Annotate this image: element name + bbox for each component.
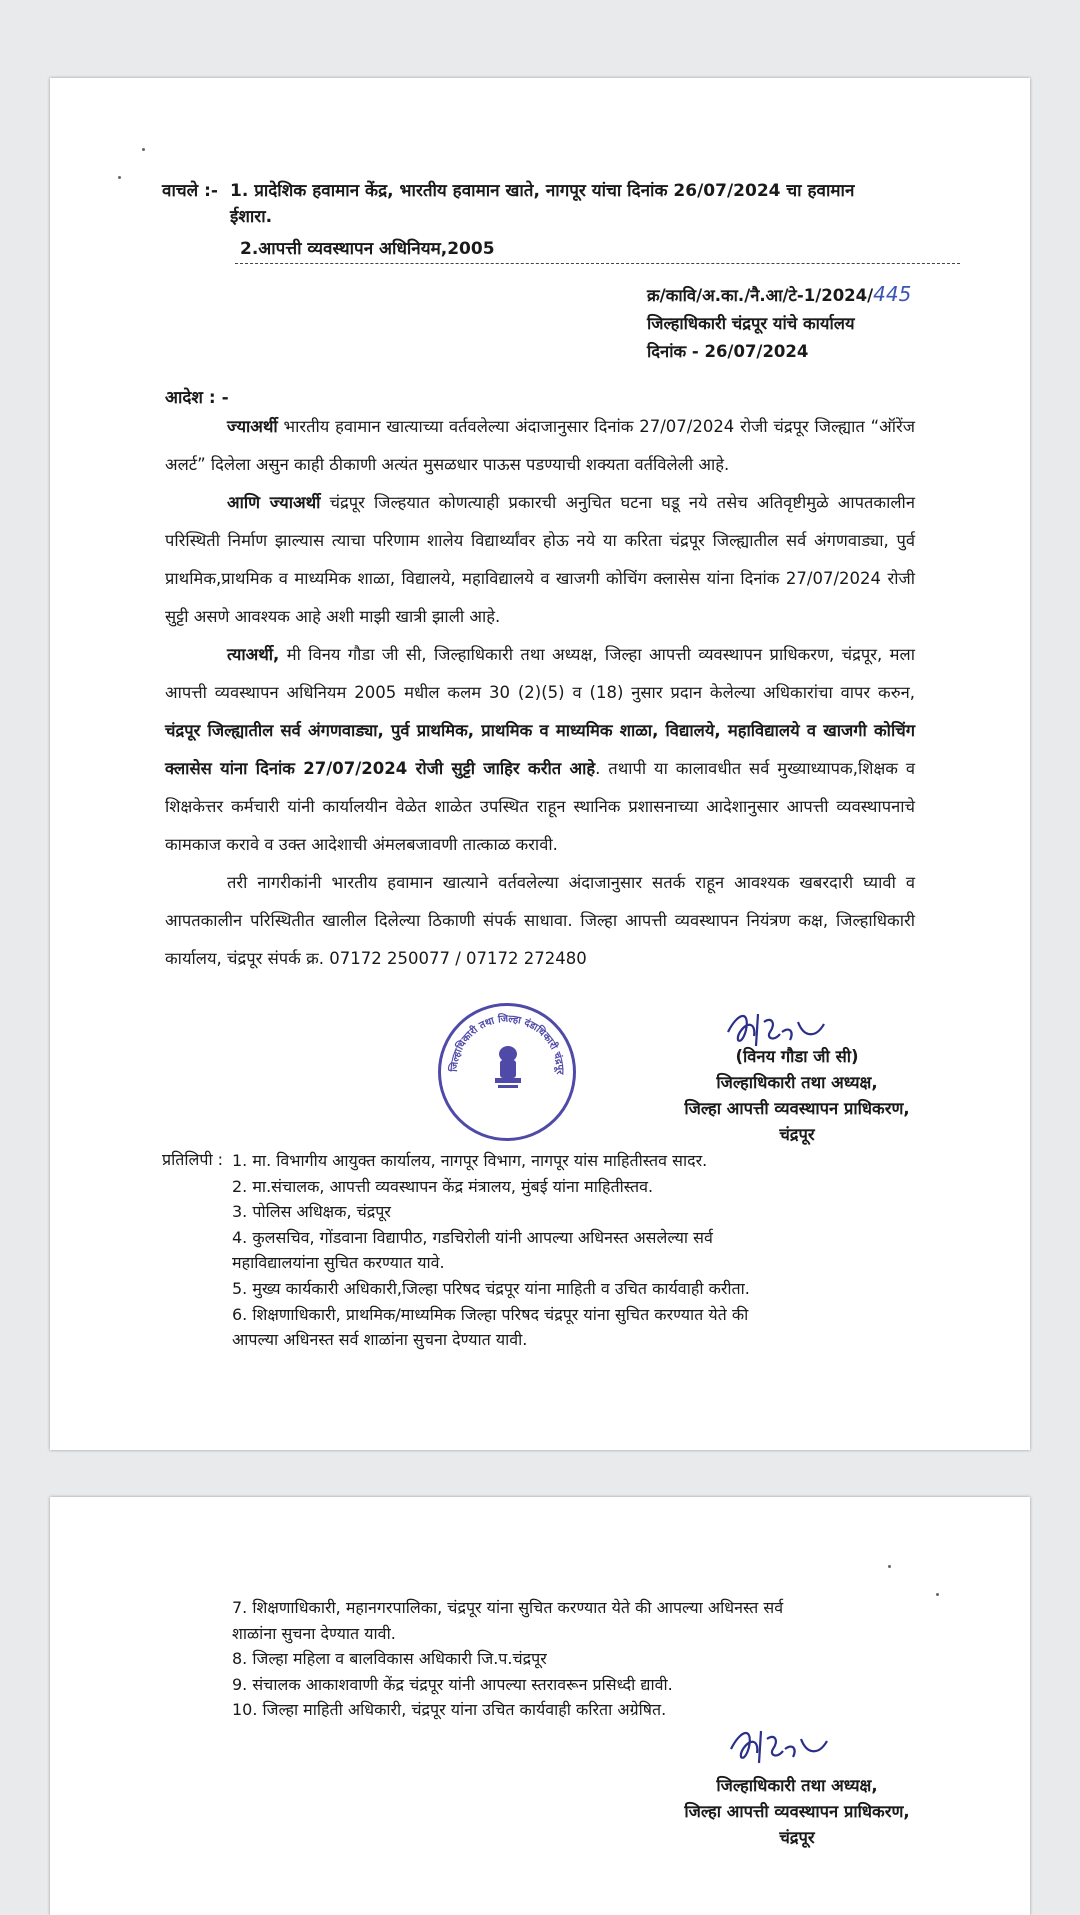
signature-icon (723, 1719, 843, 1774)
scan-speck (936, 1593, 939, 1596)
para2-lead: आणि ज्याअर्थी (227, 493, 321, 512)
signatory-title-1: जिल्हाधिकारी तथा अध्यक्ष, (716, 1073, 878, 1092)
paragraph-1 (165, 408, 915, 484)
paragraph-4 (165, 864, 915, 978)
signatory-title-1: जिल्हाधिकारी तथा अध्यक्ष, (716, 1776, 878, 1795)
national-emblem-icon (491, 1044, 525, 1094)
copy-to-item: 1. मा. विभागीय आयुक्त कार्यालय, नागपूर विभाग, नागपूर यांस माहितीस्तव सादर. (232, 1151, 708, 1170)
copy-to-item: 2. मा.संचालक, आपत्ती व्यवस्थापन केंद्र मंत्रालय, मुंबई यांना माहितीस्तव. (232, 1176, 654, 1196)
copy-to-item: 3. पोलिस अधिक्षक, चंद्रपूर (232, 1202, 391, 1222)
signatory-place: चंद्रपूर (779, 1125, 815, 1144)
para4-text: तरी नागरीकांनी भारतीय हवामान खात्याने वर्तवलेल्या अंदाजानुसार सतर्क राहून आवश्यक खबरदारी घ्यावी व आपतकालीन परिस्थितीत खालील दिलेल्या ठिकाणी संपर्क साधावा. जिल्हा आपत्ती व्यवस्थापन नियंत्रण कक्ष, जिल्हाधिकारी कार्यालय, चंद्रपूर संपर्क क्र. 07172 250077 / 07172 272480 (165, 873, 915, 968)
reference-item: 1. प्रादेशिक हवामान केंद्र, भारतीय हवामान खाते, नागपूर यांचा दिनांक 26/07/2024 चा हवामान ईशारा. (230, 181, 855, 227)
para3-lead: त्याअर्थी, (227, 645, 280, 664)
document-page-1 (50, 78, 1030, 1450)
copy-to-item: 10. जिल्हा माहिती अधिकारी, चंद्रपूर यांना उचित कार्यवाही करिता अग्रेषित. (232, 1700, 667, 1720)
paragraph-3 (165, 636, 915, 864)
copy-to-item: 8. जिल्हा महिला व बालविकास अधिकारी जि.प.चंद्रपूर (232, 1649, 547, 1669)
references-list (230, 178, 890, 262)
scan-speck (142, 148, 145, 151)
signature-block (652, 1773, 942, 1851)
signatory-place: चंद्रपूर (779, 1828, 815, 1847)
scan-speck (118, 176, 121, 179)
para2-text: चंद्रपूर जिल्हयात कोणत्याही प्रकारची अनुचित घटना घडू नये तसेच अतिवृष्टीमुळे आपतकालीन परिस्थिती निर्माण झाल्यास त्याचा परिणाम शालेय विद्यार्थ्यांवर होऊ नये या करिता चंद्रपूर जिल्ह्यातील सर्व अंगणवाड्या, पुर्व प्राथमिक,प्राथमिक व माध्यमिक शाळा, विद्यालये, महाविद्यालये व खाजगी कोचिंग क्लासेस यांना दिनांक 27/07/2024 रोजी सुट्टी असणे आवश्यक आहे अशी माझी खात्री झाली आहे. (165, 493, 915, 626)
office-block (647, 280, 911, 366)
document-page-2 (50, 1497, 1030, 1915)
para3-text: मी विनय गौडा जी सी, जिल्हाधिकारी तथा अध्यक्ष, जिल्हा आपत्ती व्यवस्थापन प्राधिकरण, चंद्रपूर, मला आपत्ती व्यवस्थापन अधिनियम 2005 मधील कलम 30 (2)(5) व (18) नुसार प्रदान केलेल्या अधिकारांचा वापर करुन, (165, 645, 915, 702)
signatory-name: (विनय गौडा जी सी) (735, 1047, 859, 1066)
copy-to-label: प्रतिलिपी : (162, 1150, 224, 1169)
para3-bold: चंद्रपूर जिल्ह्यातील सर्व अंगणवाड्या, पुर्व प्राथमिक, प्राथमिक व माध्यमिक शाळा, विद्यालये, महाविद्यालये व खाजगी कोचिंग क्लासेस यांना दिनांक 27/07/2024 रोजी सुट्टी जाहिर करीत आहे (165, 721, 915, 778)
seal-text: जिल्हाधिकारी तथा जिल्हा दंडाधिकारी चंद्रपूर (448, 1013, 566, 1075)
signature-block (652, 1044, 942, 1148)
signatory-title-2: जिल्हा आपत्ती व्यवस्थापन प्राधिकरण, (684, 1099, 910, 1118)
copy-to-item: 4. कुलसचिव, गोंडवाना विद्यापीठ, गडचिरोली यांनी आपल्या अधिनस्त असलेल्या सर्व महाविद्यालयांना सुचित करण्यात यावे. (232, 1227, 713, 1273)
reference-number (647, 280, 911, 310)
scan-speck (888, 1565, 891, 1568)
copy-to-item: 5. मुख्य कार्यकारी अधिकारी,जिल्हा परिषद चंद्रपूर यांना माहिती व उचित कार्यवाही करीता. (232, 1278, 750, 1298)
read-label: वाचले :- (162, 181, 218, 201)
office-name: जिल्हाधिकारी चंद्रपूर यांचे कार्यालय (647, 314, 855, 333)
official-seal (438, 1003, 576, 1141)
para1-lead: ज्याअर्थी (227, 417, 278, 436)
handwritten-ref-number: 445 (873, 282, 912, 306)
paragraph-2 (165, 484, 915, 636)
dashed-divider (235, 263, 960, 264)
copy-to-list (232, 1148, 792, 1353)
order-label: आदेश : - (165, 388, 229, 408)
issue-date: दिनांक - 26/07/2024 (647, 342, 809, 361)
reference-item: 2.आपत्ती व्यवस्थापन अधिनियम,2005 (240, 239, 495, 259)
para3-text-end: . तथापी या कालावधीत सर्व मुख्याध्यापक,शिक्षक व शिक्षकेत्तर कर्मचारी यांनी कार्यालयीन वेळेत शाळेत उपस्थित राहून स्थानिक प्रशासनाच्या आदेशानुसार आपत्ती व्यवस्थापनाचे कामकाज करावे व उक्त आदेशाची अंमलबजावणी तात्काळ करावी. (165, 759, 916, 854)
signatory-title-2: जिल्हा आपत्ती व्यवस्थापन प्राधिकरण, (684, 1802, 910, 1821)
ref-number-prefix: क्र/कावि/अ.का./नै.आ/टे-1/2024/ (647, 286, 874, 305)
para1-text: भारतीय हवामान खात्याच्या वर्तवलेल्या अंदाजानुसार दिनांक 27/07/2024 रोजी चंद्रपूर जिल्ह्यात “ऑरेंज अलर्ट” दिलेला असुन काही ठीकाणी अत्यंत मुसळधार पाऊस पडण्याची शक्यता वर्तविलेली आहे. (165, 417, 915, 474)
copy-to-item: 9. संचालक आकाशवाणी केंद्र चंद्रपूर यांनी आपल्या स्तरावरून प्रसिध्दी द्यावी. (232, 1674, 673, 1694)
order-body (165, 408, 915, 978)
copy-to-list-continued (232, 1595, 792, 1723)
copy-to-item: 7. शिक्षणाधिकारी, महानगरपालिका, चंद्रपूर यांना सुचित करण्यात येते की आपल्या अधिनस्त सर्व शाळांना सुचना देण्यात यावी. (232, 1598, 784, 1643)
copy-to-item: 6. शिक्षणाधिकारी, प्राथमिक/माध्यमिक जिल्हा परिषद चंद्रपूर यांना सुचित करण्यात येते की आपल्या अधिनस्त सर्व शाळांना सुचना देण्यात यावी. (232, 1304, 749, 1350)
